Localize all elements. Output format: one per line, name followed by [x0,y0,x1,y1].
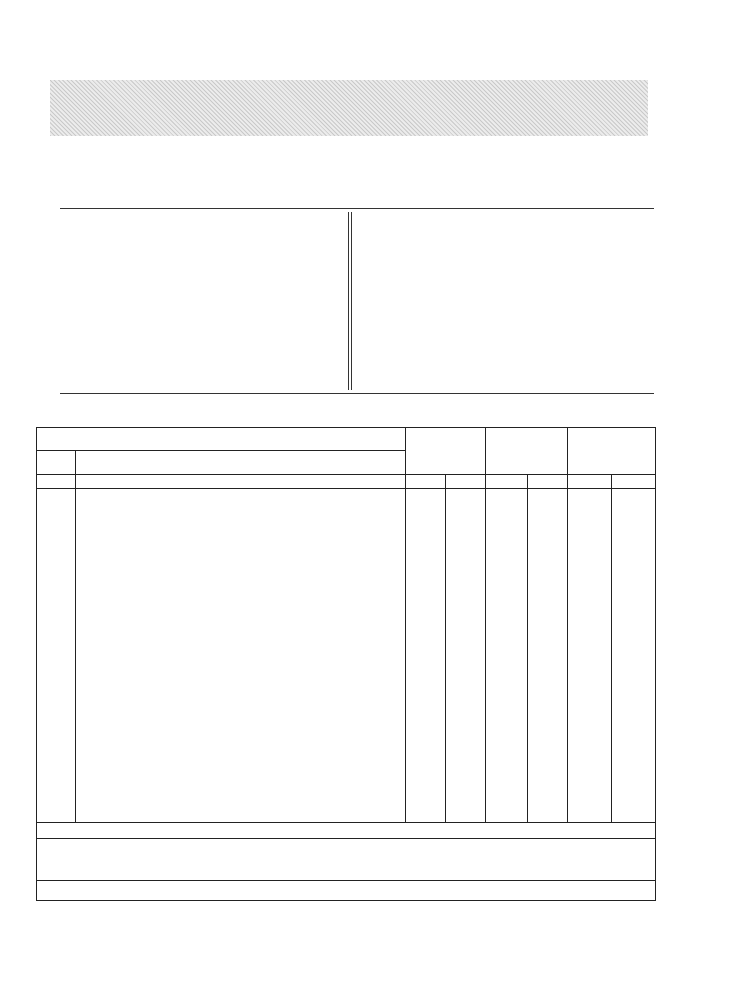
grid-line [37,822,655,823]
grid-line [445,474,446,822]
subscriptions-table [36,427,656,901]
grid-line [37,880,655,881]
grid-line [611,474,612,822]
grid-line [37,838,655,839]
grid-line [37,488,655,489]
grid-line [75,450,76,822]
exchange-rates-table [60,208,654,394]
abonnements-heading [0,406,748,420]
rates-divider [348,212,352,390]
grid-line [37,474,655,475]
grid-line [37,450,405,451]
grid-line [527,474,528,822]
section-banner [50,80,648,136]
